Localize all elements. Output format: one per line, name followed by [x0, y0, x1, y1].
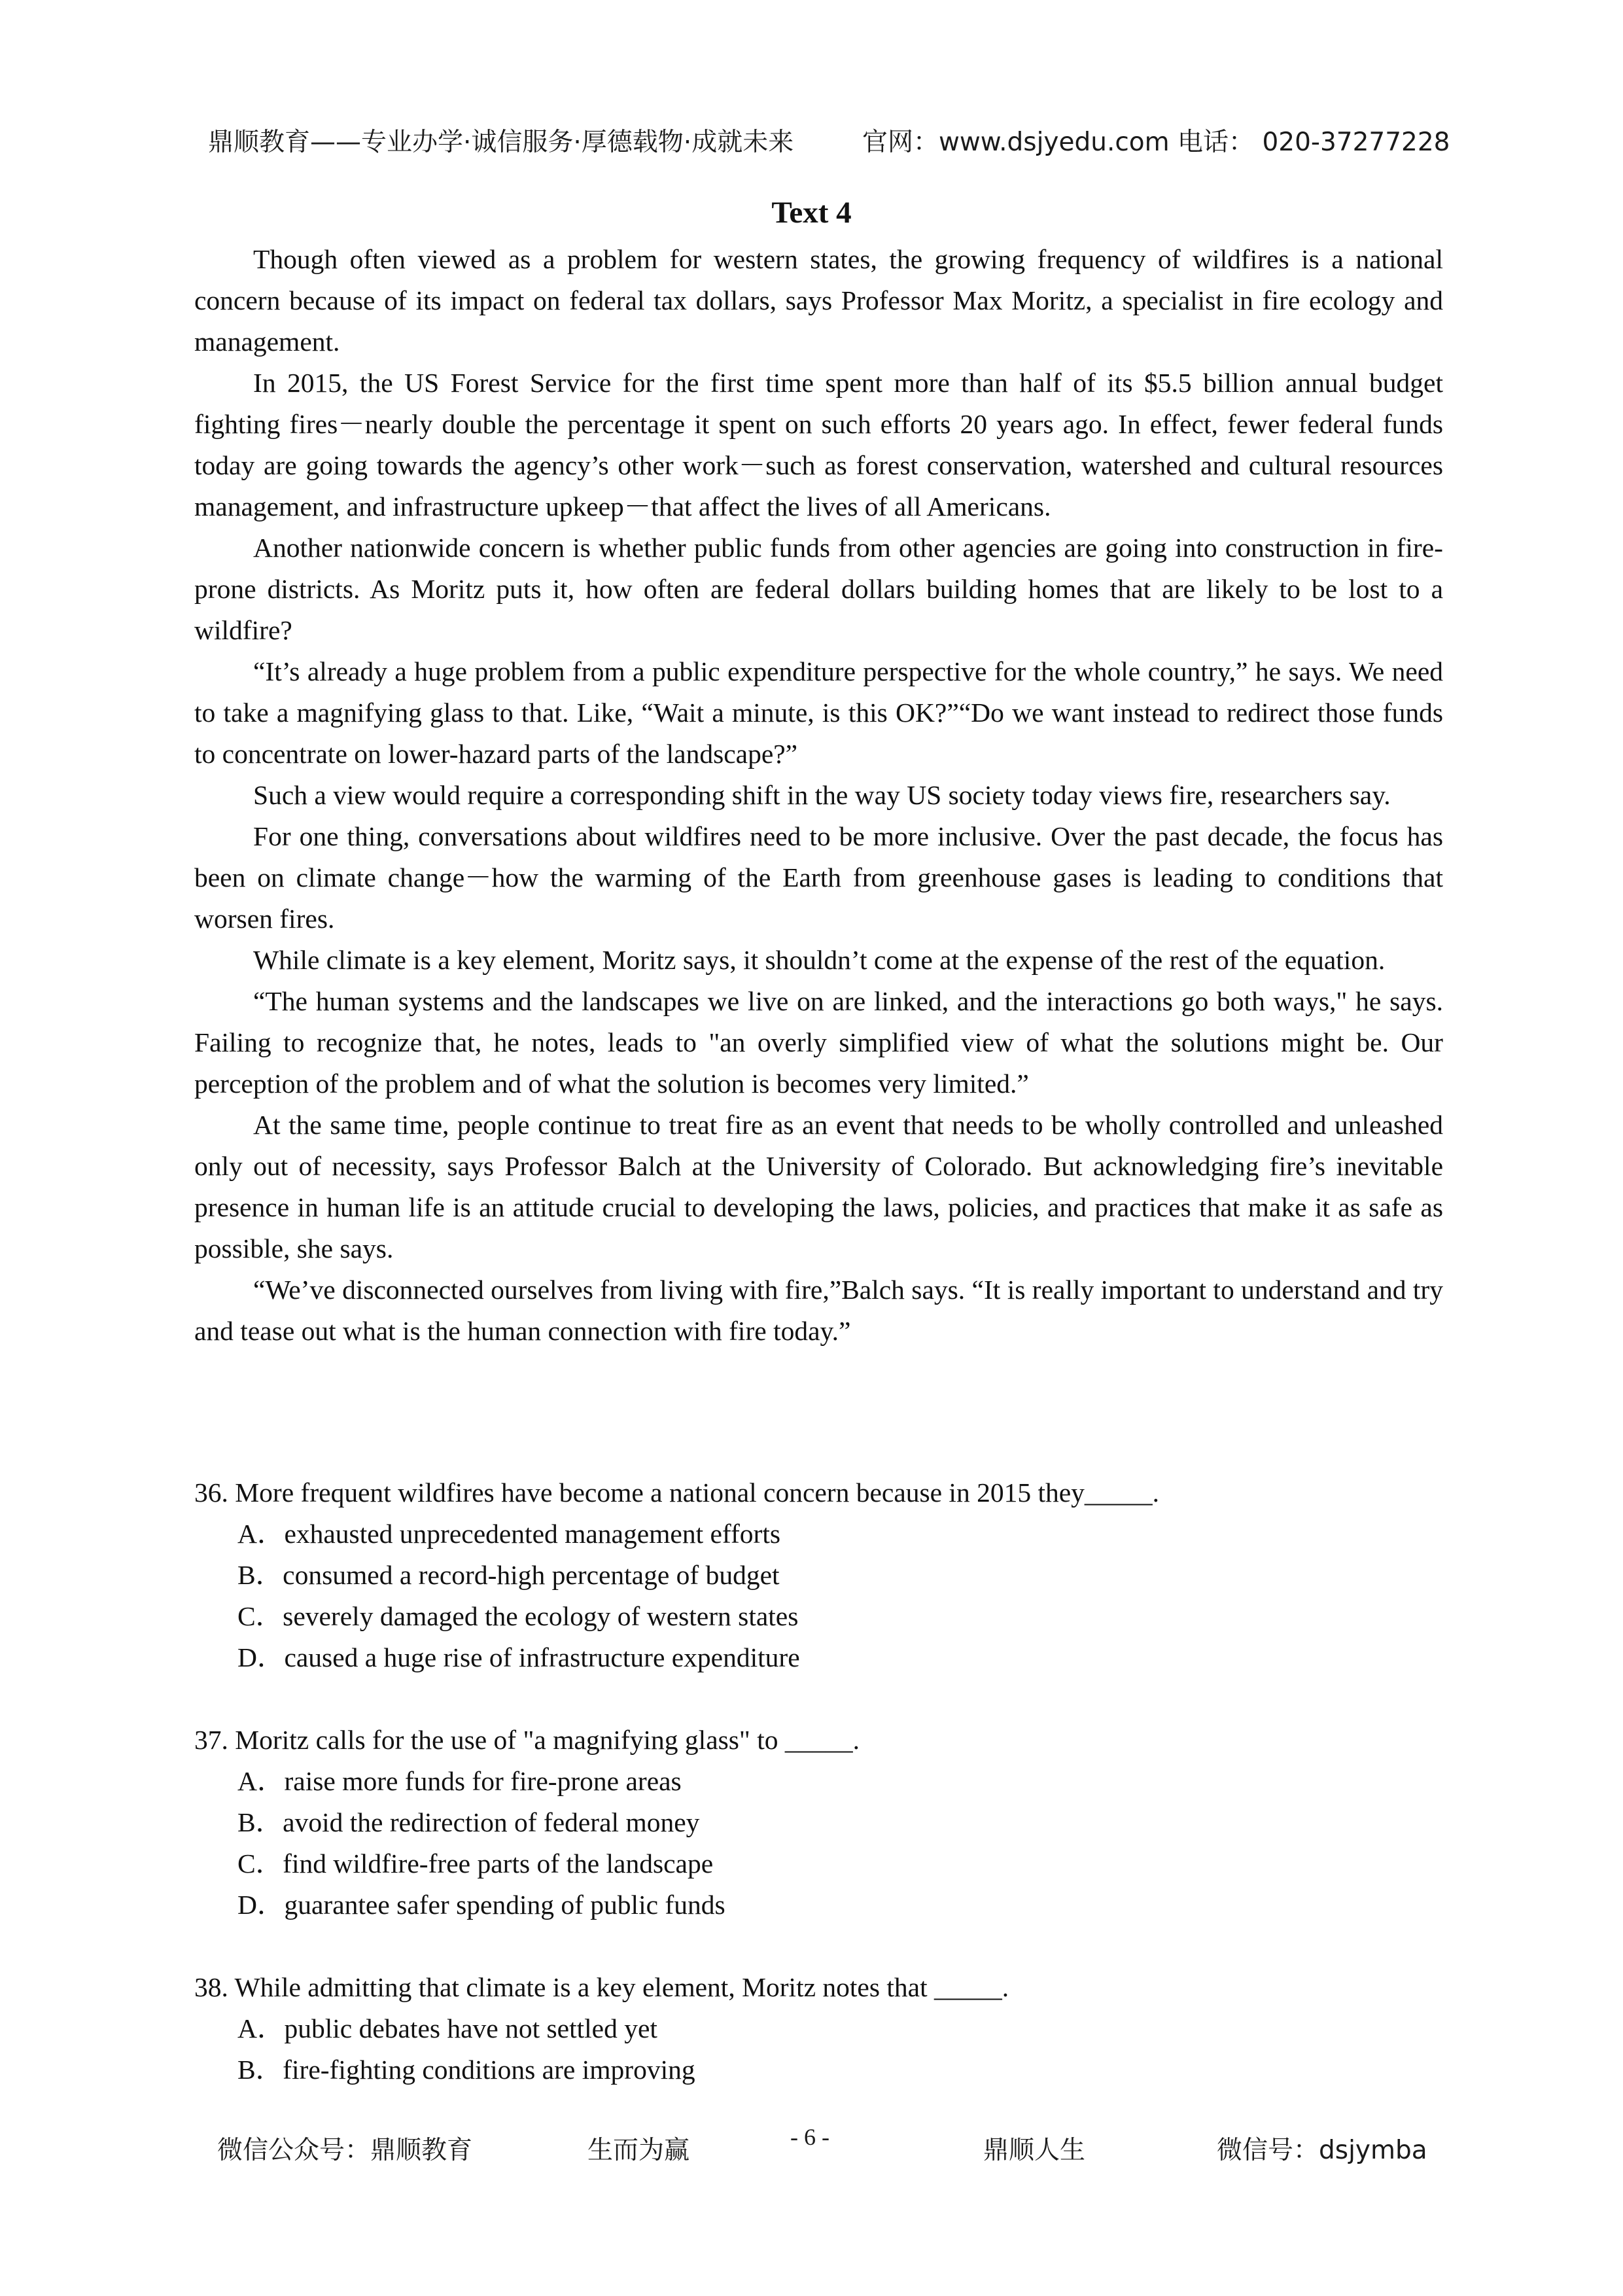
- question-stem: 37. Moritz calls for the use of "a magnifying glass" to _____.: [194, 1725, 860, 1755]
- article-body: [194, 239, 1443, 1352]
- paragraph: In 2015, the US Forest Service for the first time spent more than half of its $5.5 billion annual budget fighting fires－nearly double the percentage it spent on such efforts 20 years ago. In effect, fewer federal funds today are going towards the agency’s other work－such as forest conservation, watershed and cultural resources management, and infrastructure upkeep－that affect the lives of all Americans.: [194, 368, 1443, 521]
- option-c: C．find wildfire-free parts of the landscape: [237, 1848, 714, 1879]
- paragraph: While climate is a key element, Moritz says, it shouldn’t come at the expense of the rest of the equation.: [253, 945, 1386, 975]
- paragraph: For one thing, conversations about wildfires need to be more inclusive. Over the past decade, the focus has been on climate change－how the warming of the Earth from greenhouse gases is leading to conditions that worsen fires.: [194, 821, 1443, 934]
- option-a: A．exhausted unprecedented management efforts: [237, 1519, 781, 1549]
- question: [194, 1720, 1443, 1926]
- footer-wechat-account: 微信公众号：鼎顺教育: [217, 2136, 473, 2165]
- question: [194, 1472, 1443, 1678]
- footer-brand: 鼎顺人生: [983, 2136, 1086, 2165]
- paragraph: “We’ve disconnected ourselves from living with fire,”Balch says. “It is really important to understand and try and tease out what is the human connection with fire today.”: [194, 1275, 1443, 1346]
- question-stem: 36. More frequent wildfires have become a national concern because in 2015 they_____.: [194, 1477, 1160, 1508]
- option-c: C．severely damaged the ecology of western states: [237, 1601, 799, 1631]
- question-list: [194, 1472, 1443, 2132]
- option-d: D．caused a huge rise of infrastructure expenditure: [237, 1642, 800, 1672]
- option-b: B．avoid the redirection of federal money: [237, 1807, 700, 1837]
- footer-wechat-id: 微信号：dsjymba: [1217, 2136, 1427, 2165]
- page-number: - 6 -: [790, 2124, 829, 2150]
- header-slogan: 鼎顺教育——专业办学·诚信服务·厚德载物·成就未来: [208, 128, 794, 157]
- option-b: B．consumed a record-high percentage of budget: [237, 1560, 780, 1590]
- question-stem: 38. While admitting that climate is a key element, Moritz notes that _____.: [194, 1972, 1009, 2002]
- page-header: [208, 122, 1450, 161]
- option-a: A．public debates have not settled yet: [237, 2013, 657, 2043]
- paragraph: At the same time, people continue to treat fire as an event that needs to be wholly controlled and unleashed only out of necessity, says Professor Balch at the University of Colorado. But acknowledging fire’s inevitable presence in human life is an attitude crucial to developing the laws, policies, and practices that make it as safe as possible, she says.: [194, 1110, 1443, 1263]
- header-contact: 官网：www.dsjyedu.com 电话： 020-37277228: [862, 128, 1450, 157]
- paragraph: Though often viewed as a problem for western states, the growing frequency of wildfires is a national concern because of its impact on federal tax dollars, says Professor Max Moritz, a specialist in fire ecology and management.: [194, 244, 1443, 357]
- footer-slogan: 生而为赢: [587, 2136, 690, 2165]
- paragraph: Such a view would require a corresponding shift in the way US society today views fire, researchers say.: [253, 780, 1391, 810]
- option-d: D．guarantee safer spending of public funds: [237, 1890, 725, 1920]
- option-b: B．fire-fighting conditions are improving: [237, 2055, 695, 2085]
- page-title: Text 4: [771, 196, 852, 230]
- paragraph: Another nationwide concern is whether public funds from other agencies are going into construction in fire-prone districts. As Moritz puts it, how often are federal dollars building homes that are likely to be lost to a wildfire?: [194, 533, 1443, 645]
- paragraph: “It’s already a huge problem from a public expenditure perspective for the whole country,” he says. We need to take a magnifying glass to that. Like, “Wait a minute, is this OK?”“Do we want instead to redirect those funds to concentrate on lower-hazard parts of the landscape?”: [194, 656, 1443, 769]
- option-a: A．raise more funds for fire-prone areas: [237, 1766, 682, 1796]
- page-footer: [0, 2124, 1623, 2169]
- question: [194, 1967, 1443, 2091]
- paragraph: “The human systems and the landscapes we live on are linked, and the interactions go both ways," he says. Failing to recognize that, he notes, leads to "an overly simplified view of what the solutions might be. Our perception of the problem and of what the solution is becomes very limited.”: [194, 986, 1443, 1099]
